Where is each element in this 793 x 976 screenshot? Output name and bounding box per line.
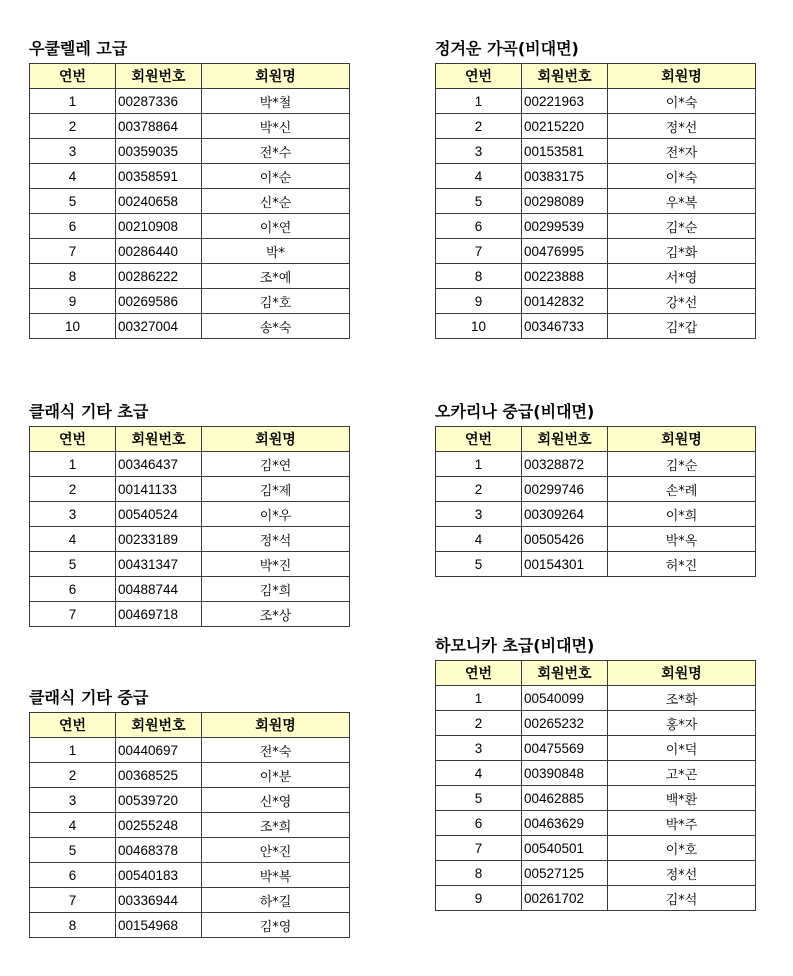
table-row [436,139,756,164]
table-row [30,114,350,139]
table-row [436,527,756,552]
table-row [436,164,756,189]
member-name: 조*예 [202,264,350,289]
row-number: 1 [436,89,522,114]
member-id: 00527125 [522,861,608,886]
table-row [30,452,350,477]
header-row [436,427,756,452]
member-name: 안*진 [202,838,350,863]
table-row [436,711,756,736]
member-name: 허*진 [608,552,756,577]
row-number: 6 [436,811,522,836]
member-name: 이*순 [202,164,350,189]
row-number: 7 [30,888,116,913]
table-row [436,264,756,289]
member-id: 00154301 [522,552,608,577]
table-row [30,139,350,164]
table-row [30,602,350,627]
member-name: 김*화 [608,239,756,264]
member-name: 김*영 [202,913,350,938]
row-number: 3 [30,788,116,813]
row-number: 4 [30,813,116,838]
member-name: 손*례 [608,477,756,502]
member-name: 조*화 [608,686,756,711]
member-name: 백*환 [608,786,756,811]
column-header-member-name: 회원명 [202,64,350,89]
member-id: 00154968 [116,913,202,938]
member-id: 00261702 [522,886,608,911]
section-title: 하모니카 초급(비대면) [435,636,595,655]
member-id: 00255248 [116,813,202,838]
member-id: 00240658 [116,189,202,214]
member-id: 00286440 [116,239,202,264]
table-row [30,189,350,214]
column-header-member-id: 회원번호 [522,661,608,686]
member-id: 00539720 [116,788,202,813]
member-name: 김*석 [608,886,756,911]
table-row [30,214,350,239]
member-table [29,426,350,627]
row-number: 1 [30,452,116,477]
table-row [436,452,756,477]
row-number: 10 [436,314,522,339]
member-name: 송*숙 [202,314,350,339]
member-name: 홍*자 [608,711,756,736]
member-name: 조*희 [202,813,350,838]
table-row [436,189,756,214]
member-id: 00309264 [522,502,608,527]
column-header-no: 연번 [436,64,522,89]
column-header-member-id: 회원번호 [522,427,608,452]
member-id: 00327004 [116,314,202,339]
table-row [436,836,756,861]
row-number: 5 [436,786,522,811]
member-id: 00142832 [522,289,608,314]
table-row [436,786,756,811]
table-row [30,314,350,339]
member-id: 00210908 [116,214,202,239]
row-number: 3 [30,139,116,164]
member-name: 박*옥 [608,527,756,552]
row-number: 6 [30,577,116,602]
member-name: 우*복 [608,189,756,214]
member-id: 00269586 [116,289,202,314]
member-id: 00286222 [116,264,202,289]
row-number: 1 [436,452,522,477]
header-row [436,661,756,686]
table-row [30,477,350,502]
member-id: 00440697 [116,738,202,763]
table-row [30,738,350,763]
table-row [436,736,756,761]
row-number: 2 [436,477,522,502]
column-header-member-name: 회원명 [608,427,756,452]
member-name: 정*선 [608,114,756,139]
row-number: 2 [30,477,116,502]
column-header-member-name: 회원명 [202,713,350,738]
member-name: 박*신 [202,114,350,139]
member-id: 00462885 [522,786,608,811]
row-number: 7 [436,836,522,861]
member-id: 00215220 [522,114,608,139]
column-header-member-id: 회원번호 [116,427,202,452]
member-id: 00299746 [522,477,608,502]
member-name: 김*호 [202,289,350,314]
table-row [30,289,350,314]
table-row [436,239,756,264]
row-number: 6 [30,863,116,888]
row-number: 5 [436,552,522,577]
row-number: 4 [30,164,116,189]
column-header-member-id: 회원번호 [116,64,202,89]
row-number: 8 [436,861,522,886]
row-number: 4 [30,527,116,552]
member-name: 전*자 [608,139,756,164]
row-number: 4 [436,527,522,552]
table-row [436,686,756,711]
column-header-member-name: 회원명 [608,64,756,89]
table-row [30,863,350,888]
row-number: 3 [436,502,522,527]
member-id: 00476995 [522,239,608,264]
table-row [436,502,756,527]
member-id: 00383175 [522,164,608,189]
table-row [30,502,350,527]
member-name: 이*분 [202,763,350,788]
row-number: 2 [436,114,522,139]
table-row [30,164,350,189]
table-row [30,89,350,114]
member-id: 00265232 [522,711,608,736]
member-id: 00540183 [116,863,202,888]
member-name: 이*숙 [608,164,756,189]
member-name: 박* [202,239,350,264]
row-number: 6 [30,214,116,239]
member-name: 김*희 [202,577,350,602]
section-title: 클래식 기타 중급 [29,688,149,707]
table-row [30,888,350,913]
section-title: 오카리나 중급(비대면) [435,402,595,421]
row-number: 8 [30,264,116,289]
table-row [436,89,756,114]
table-row [30,239,350,264]
column-header-member-name: 회원명 [202,427,350,452]
row-number: 7 [30,602,116,627]
member-id: 00223888 [522,264,608,289]
row-number: 4 [436,164,522,189]
member-id: 00540099 [522,686,608,711]
member-id: 00336944 [116,888,202,913]
row-number: 7 [436,239,522,264]
table-row [30,913,350,938]
member-id: 00475569 [522,736,608,761]
column-header-no: 연번 [436,427,522,452]
row-number: 3 [30,502,116,527]
member-name: 신*영 [202,788,350,813]
member-id: 00540501 [522,836,608,861]
column-header-no: 연번 [436,661,522,686]
member-table [435,660,756,911]
table-row [30,264,350,289]
row-number: 9 [436,886,522,911]
member-id: 00505426 [522,527,608,552]
member-id: 00359035 [116,139,202,164]
column-header-no: 연번 [30,713,116,738]
member-table [435,426,756,577]
section-title: 우쿨렐레 고급 [29,39,128,58]
row-number: 3 [436,736,522,761]
row-number: 5 [30,838,116,863]
member-id: 00346733 [522,314,608,339]
member-id: 00153581 [522,139,608,164]
row-number: 2 [30,114,116,139]
table-row [30,577,350,602]
row-number: 8 [436,264,522,289]
member-id: 00233189 [116,527,202,552]
row-number: 8 [30,913,116,938]
member-id: 00328872 [522,452,608,477]
table-row [436,314,756,339]
row-number: 4 [436,761,522,786]
member-name: 강*선 [608,289,756,314]
table-row [436,861,756,886]
member-name: 전*수 [202,139,350,164]
member-name: 이*숙 [608,89,756,114]
member-name: 이*희 [608,502,756,527]
row-number: 1 [436,686,522,711]
member-name: 신*순 [202,189,350,214]
member-name: 정*석 [202,527,350,552]
row-number: 10 [30,314,116,339]
member-table [435,63,756,339]
row-number: 5 [30,552,116,577]
row-number: 2 [436,711,522,736]
member-id: 00287336 [116,89,202,114]
table-row [436,289,756,314]
row-number: 1 [30,89,116,114]
member-name: 이*우 [202,502,350,527]
member-name: 김*갑 [608,314,756,339]
table-row [436,552,756,577]
table-row [30,813,350,838]
column-header-no: 연번 [30,427,116,452]
member-name: 이*호 [608,836,756,861]
member-name: 김*순 [608,452,756,477]
member-name: 전*숙 [202,738,350,763]
member-id: 00469718 [116,602,202,627]
table-row [30,788,350,813]
row-number: 5 [436,189,522,214]
member-name: 김*연 [202,452,350,477]
member-name: 박*철 [202,89,350,114]
table-row [30,838,350,863]
column-header-member-id: 회원번호 [116,713,202,738]
member-id: 00358591 [116,164,202,189]
header-row [30,713,350,738]
row-number: 3 [436,139,522,164]
row-number: 7 [30,239,116,264]
table-row [436,214,756,239]
member-name: 박*주 [608,811,756,836]
column-header-no: 연번 [30,64,116,89]
row-number: 2 [30,763,116,788]
member-name: 정*선 [608,861,756,886]
member-id: 00488744 [116,577,202,602]
table-row [436,114,756,139]
section-title: 클래식 기타 초급 [29,402,149,421]
member-id: 00141133 [116,477,202,502]
member-name: 하*길 [202,888,350,913]
table-row [436,761,756,786]
member-name: 이*연 [202,214,350,239]
member-table [29,712,350,938]
member-name: 김*순 [608,214,756,239]
member-id: 00221963 [522,89,608,114]
section-title: 정겨운 가곡(비대면) [435,39,579,58]
member-id: 00463629 [522,811,608,836]
member-name: 박*진 [202,552,350,577]
member-id: 00390848 [522,761,608,786]
table-row [30,763,350,788]
member-id: 00299539 [522,214,608,239]
column-header-member-id: 회원번호 [522,64,608,89]
member-id: 00431347 [116,552,202,577]
row-number: 9 [436,289,522,314]
member-id: 00468378 [116,838,202,863]
member-id: 00298089 [522,189,608,214]
table-row [30,552,350,577]
table-row [436,477,756,502]
row-number: 5 [30,189,116,214]
member-name: 서*영 [608,264,756,289]
member-name: 김*제 [202,477,350,502]
member-name: 고*곤 [608,761,756,786]
column-header-member-name: 회원명 [608,661,756,686]
header-row [436,64,756,89]
table-row [436,886,756,911]
member-id: 00346437 [116,452,202,477]
member-table [29,63,350,339]
table-row [436,811,756,836]
header-row [30,427,350,452]
member-name: 조*상 [202,602,350,627]
member-id: 00540524 [116,502,202,527]
row-number: 9 [30,289,116,314]
table-row [30,527,350,552]
header-row [30,64,350,89]
member-name: 이*덕 [608,736,756,761]
row-number: 6 [436,214,522,239]
member-id: 00378864 [116,114,202,139]
row-number: 1 [30,738,116,763]
member-id: 00368525 [116,763,202,788]
member-name: 박*복 [202,863,350,888]
